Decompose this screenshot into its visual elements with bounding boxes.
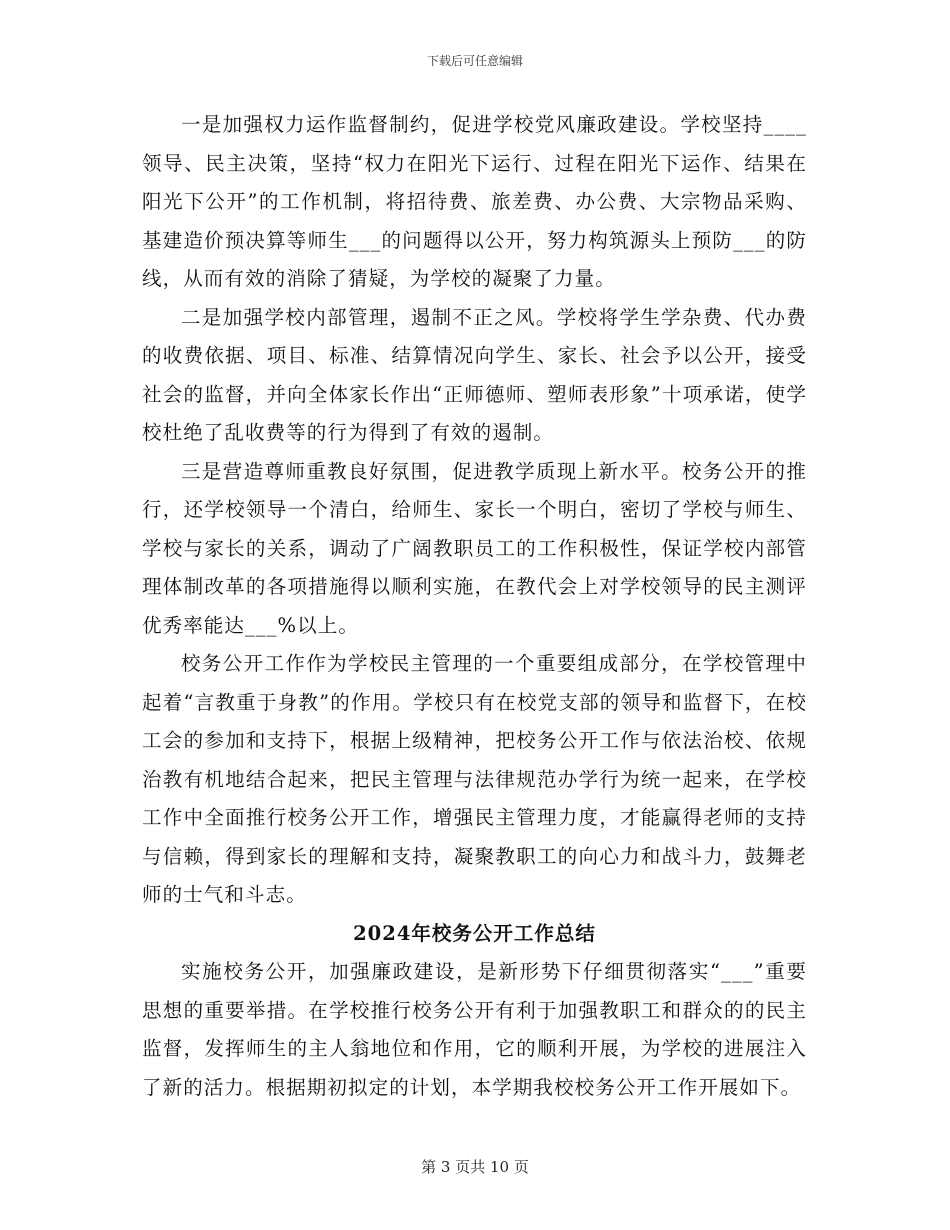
page-header: 下载后可任意编辑 [426,54,523,68]
document-body [142,106,807,1107]
page-number: 第 3 页共 10 页 [421,1158,529,1176]
section-title: 2024年校务公开工作总结 [353,921,596,945]
section-paragraph-1: 实施校务公开，加强廉政建设，是新形势下仔细贯彻落实“___”重要思想的重要举措。在学校推行校务公开有利于加强教职工和群众的的民主监督，发挥师生的主人翁地位和作用，它的顺利开展，为学校的进展注入了新的活力。根据期初拟定的计划，本学期我校校务公开工作开展如下。 [142,960,807,1099]
paragraph-1: 一是加强权力运作监督制约，促进学校党风廉政建设。学校坚持____领导、民主决策，坚持“权力在阳光下运行、过程在阳光下运作、结果在阳光下公开”的工作机制，将招待费、旅差费、办公费、大宗物品采购、基建造价预决算等师生___的问题得以公开，努力构筑源头上预防___的防线，从而有效的消除了猜疑，为学校的凝聚了力量。 [142,113,807,290]
paragraph-4: 校务公开工作作为学校民主管理的一个重要组成部分，在学校管理中起着“言教重于身教”的作用。学校只有在校党支部的领导和监督下，在校工会的参加和支持下，根据上级精神，把校务公开工作与依法治校、依规治教有机地结合起来，把民主管理与法律规范办学行为统一起来，在学校工作中全面推行校务公开工作，增强民主管理力度，才能赢得老师的支持与信赖，得到家长的理解和支持，凝聚教职工的向心力和战斗力，鼓舞老师的士气和斗志。 [142,652,807,906]
paragraph-2: 二是加强学校内部管理，遏制不正之风。学校将学生学杂费、代办费的收费依据、项目、标准、结算情况向学生、家长、社会予以公开，接受社会的监督，并向全体家长作出“正师德师、塑师表形象”十项承诺，使学校杜绝了乱收费等的行为得到了有效的遏制。 [142,305,807,444]
paragraph-3: 三是营造尊师重教良好氛围，促进教学质现上新水平。校务公开的推行，还学校领导一个清白，给师生、家长一个明白，密切了学校与师生、学校与家长的关系，调动了广阔教职员工的工作积极性，保证学校内部管理体制改革的各项措施得以顺利实施，在教代会上对学校领导的民主测评优秀率能达___%以上。 [142,459,807,637]
